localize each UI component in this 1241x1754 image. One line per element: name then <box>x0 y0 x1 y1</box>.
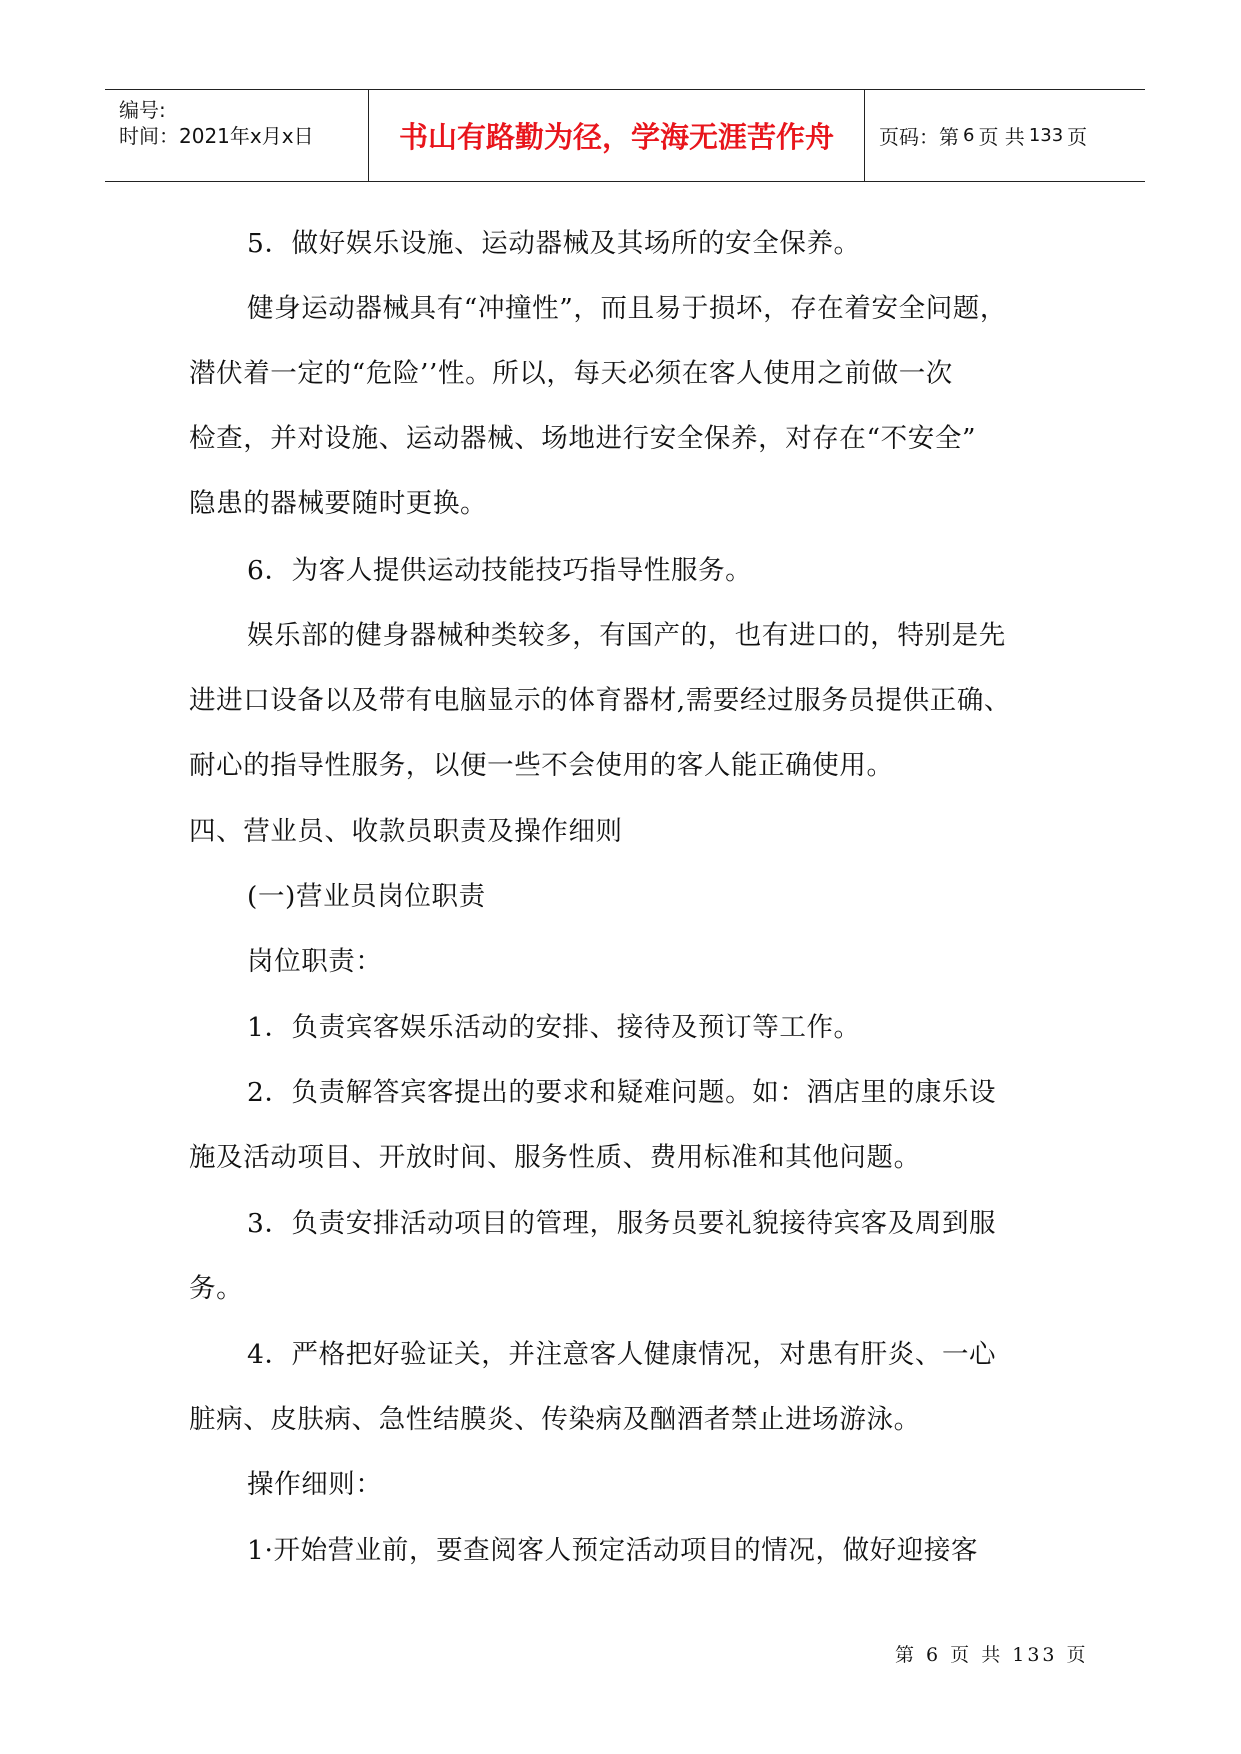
body-line: 1．负责宾客娱乐活动的安排、接待及预订等工作。 <box>247 1012 861 1043</box>
body-line: 3．负责安排活动项目的管理，服务员要礼貌接待宾客及周到服 <box>247 1208 997 1239</box>
page-prefix: 页码：第 <box>879 125 959 149</box>
body-line: 检查，并对设施、运动器械、场地进行安全保养，对存在“不安全” <box>189 423 977 454</box>
header-motto: 书山有路勤为径，学海无涯苦作舟 <box>369 90 865 181</box>
body-line: 务。 <box>189 1273 244 1304</box>
body-line: 耐心的指导性服务，以便一些不会使用的客人能正确使用。 <box>189 750 894 781</box>
section-heading: 四、营业员、收款员职责及操作细则 <box>189 816 623 847</box>
document-number-label: 编号: <box>119 98 166 122</box>
header-meta <box>105 90 369 181</box>
body-line: 4．严格把好验证关，并注意客人健康情况，对患有肝炎、一心 <box>247 1339 997 1370</box>
body-line: 进进口设备以及带有电脑显示的体育器材,需要经过服务员提供正确、 <box>189 685 1012 716</box>
body-line: 岗位职责： <box>247 946 383 977</box>
body-line: 脏病、皮肤病、急性结膜炎、传染病及酗酒者禁止进场游泳。 <box>189 1404 921 1435</box>
body-line: 健身运动器械具有“冲撞性”，而且易于损坏，存在着安全问题， <box>247 293 1007 324</box>
body-line: 施及活动项目、开放时间、服务性质、费用标准和其他问题。 <box>189 1142 921 1173</box>
subsection-heading: (一)营业员岗位职责 <box>247 881 486 912</box>
page-header <box>105 89 1145 182</box>
body-line: 隐患的器械要随时更换。 <box>189 488 488 519</box>
body-line: 操作细则： <box>247 1469 383 1500</box>
body-line: 潜伏着一定的“危险’’性。所以，每天必须在客人使用之前做一次 <box>189 358 953 389</box>
body-line: 2．负责解答宾客提出的要求和疑难问题。如：酒店里的康乐设 <box>247 1077 997 1108</box>
body-line: 6．为客人提供运动技能技巧指导性服务。 <box>247 555 753 586</box>
body-line: 1·开始营业前，要查阅客人预定活动项目的情况，做好迎接客 <box>247 1535 979 1566</box>
header-page-number <box>865 90 1145 181</box>
page-mid: 页 共 <box>978 125 1025 149</box>
body-line: 5．做好娱乐设施、运动器械及其场所的安全保养。 <box>247 228 861 259</box>
page-suffix: 页 <box>1067 125 1088 149</box>
body-line: 娱乐部的健身器械种类较多，有国产的，也有进口的，特别是先 <box>247 620 1006 651</box>
document-time-label: 时间：2021年x月x日 <box>119 124 314 148</box>
page-footer: 第 6 页 共 133 页 <box>895 1644 1089 1666</box>
page-total: 133 <box>1028 125 1064 146</box>
page-current: 6 <box>963 125 975 146</box>
